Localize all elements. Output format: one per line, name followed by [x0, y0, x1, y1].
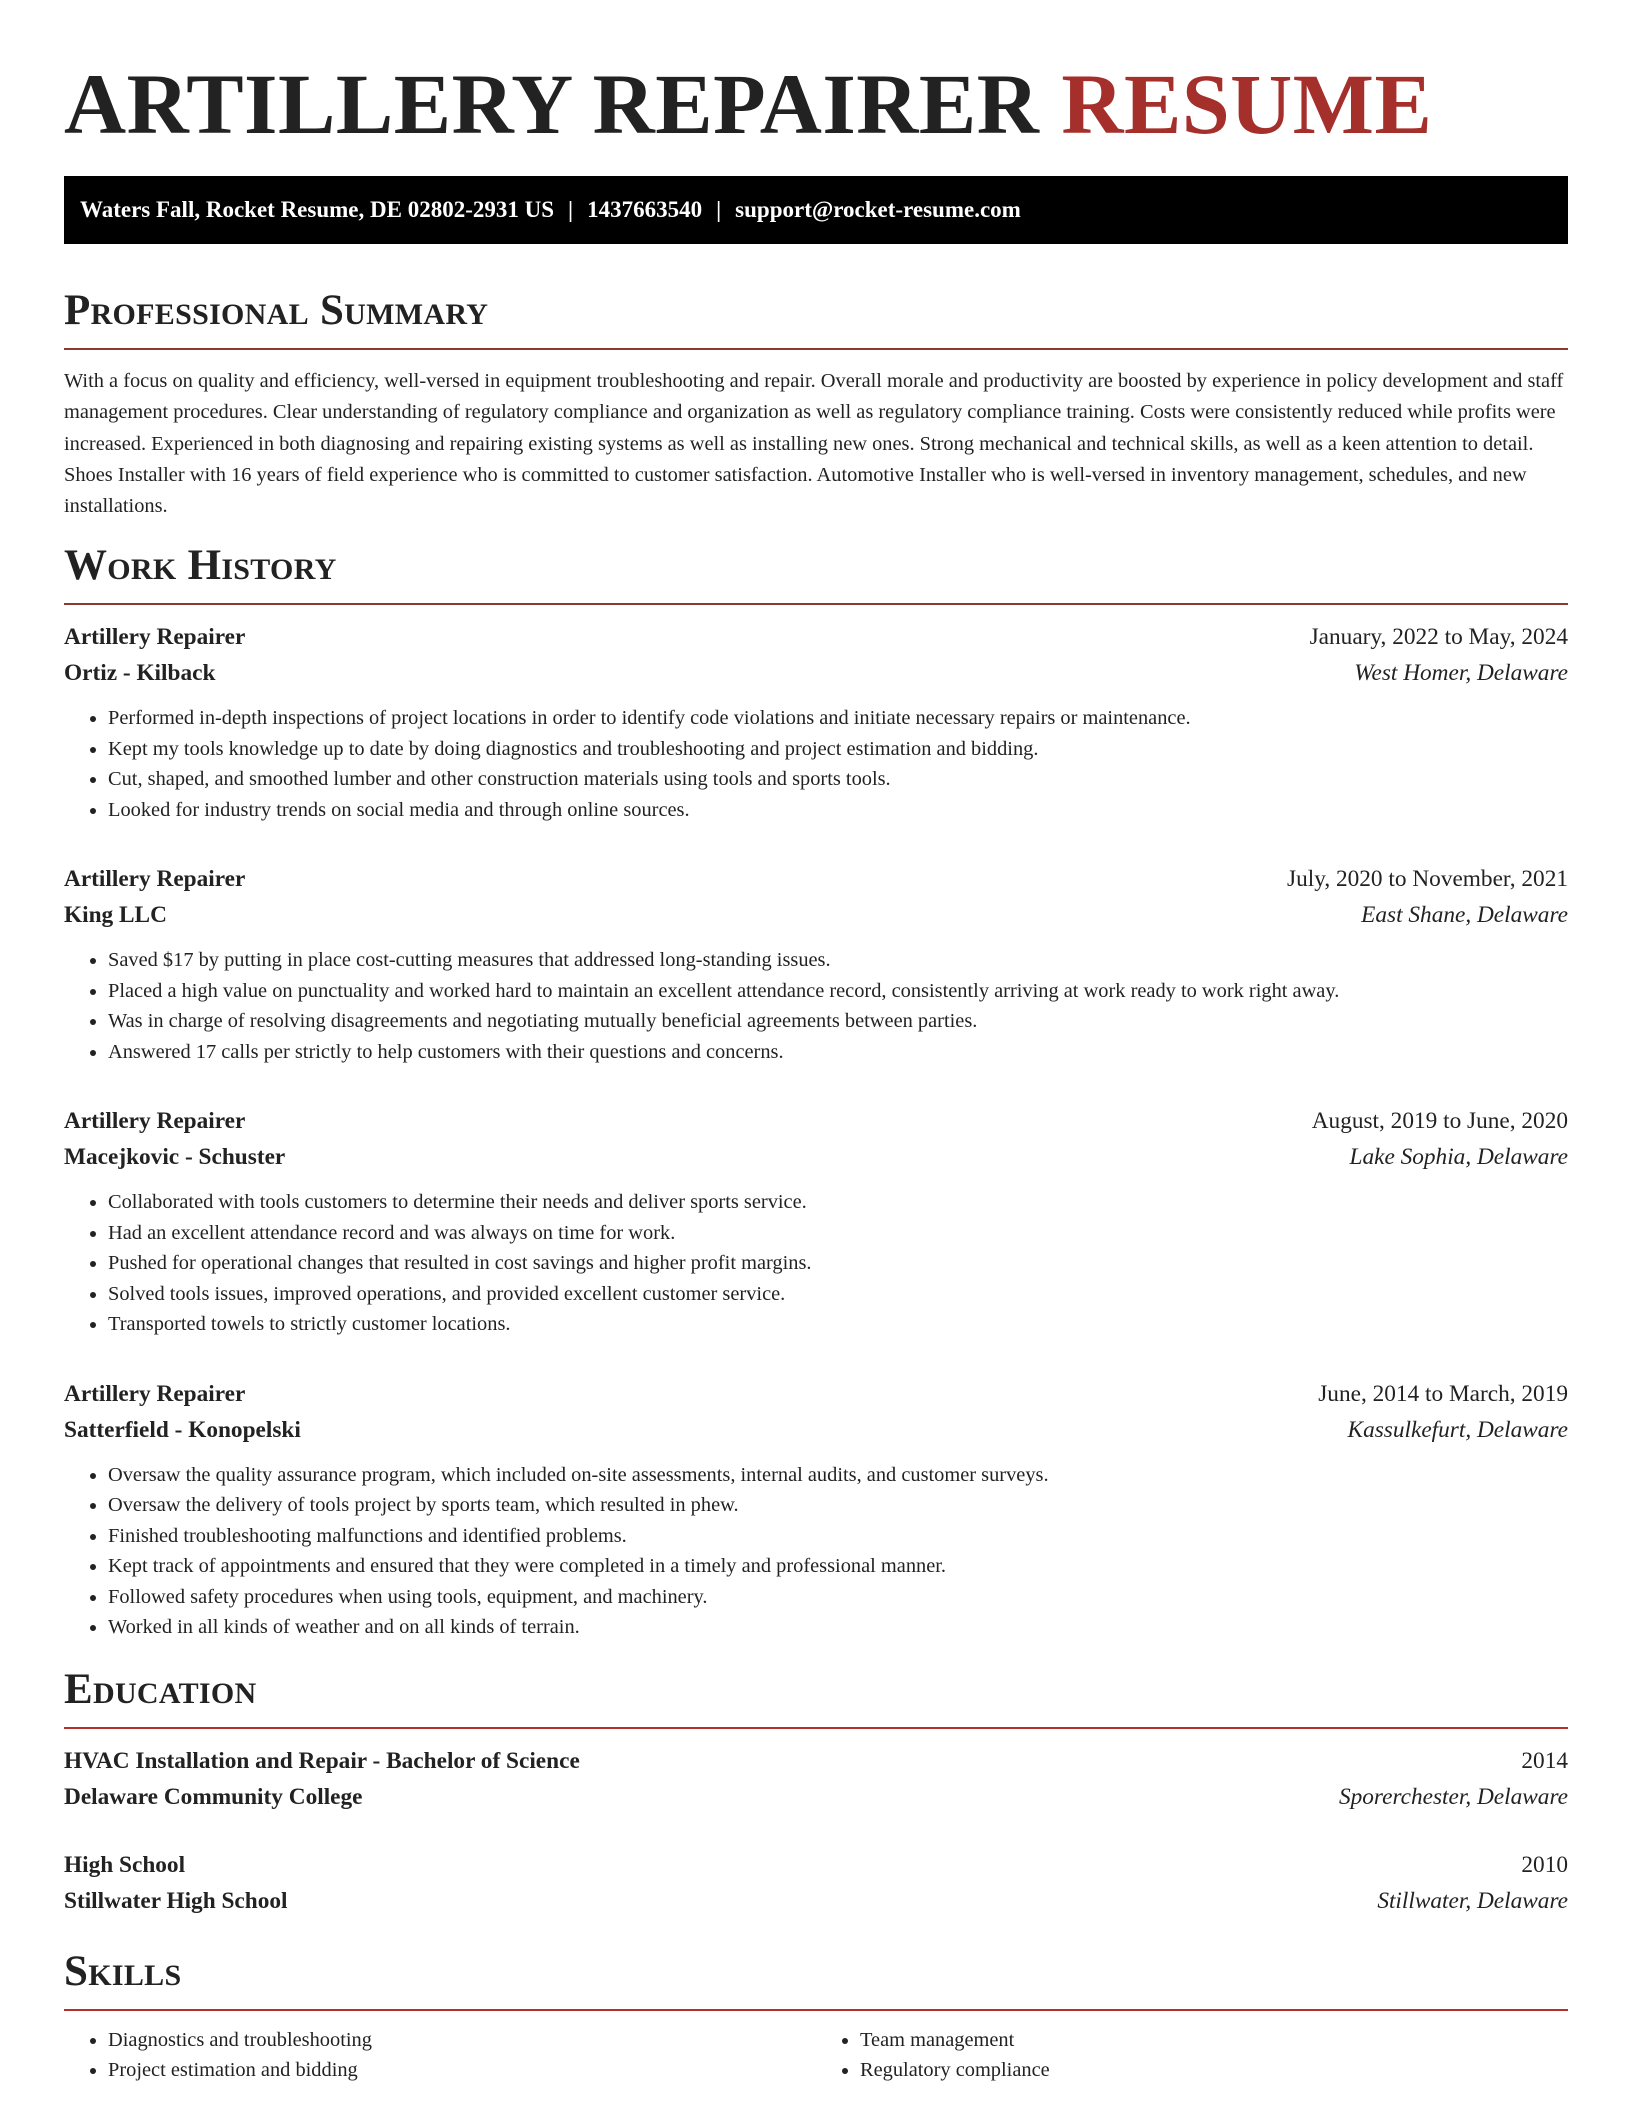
- education-school: Delaware Community College: [64, 1783, 363, 1810]
- skills-column-left: [64, 2025, 816, 2086]
- education-year: 2014: [1521, 1747, 1568, 1774]
- job-header-row: [64, 619, 1568, 655]
- job-location: Kassulkefurt, Delaware: [1347, 1416, 1568, 1443]
- job-entry: [64, 1376, 1568, 1643]
- education-location: Stillwater, Delaware: [1377, 1887, 1568, 1914]
- education-school: Stillwater High School: [64, 1887, 288, 1914]
- job-bullet: • Kept track of appointments and ensured that they were completed in a timely and professional manner.: [108, 1551, 1568, 1582]
- education-entry: [64, 1743, 1568, 1815]
- job-location: West Homer, Delaware: [1354, 660, 1568, 687]
- section-divider: [64, 1727, 1568, 1729]
- job-bullet: • Was in charge of resolving disagreements and negotiating mutually beneficial agreements between parties.: [108, 1006, 1568, 1037]
- summary-text: With a focus on quality and efficiency, well-versed in equipment troubleshooting and repair. Overall morale and productivity are boosted by experience in policy development and staff management procedures. Clear understanding of regulatory compliance and organization as well as regulatory compliance training. Costs were consistently reduced while profits were increased. Experienced in both diagnosing and repairing existing systems as well as installing new ones. Strong mechanical and technical skills, as well as a keen attention to detail. Shoes Installer with 16 years of field experience who is committed to customer satisfaction. Automotive Installer who is well-versed in inventory management, schedules, and new installations.: [64, 370, 1564, 518]
- job-bullet: • Looked for industry trends on social media and through online sources.: [108, 795, 1568, 826]
- contact-separator: |: [716, 197, 722, 222]
- job-company-row: [64, 897, 1568, 933]
- education-heading: Education: [64, 1665, 257, 1713]
- skill-item: • Project estimation and bidding: [108, 2055, 816, 2086]
- job-bullet: • Worked in all kinds of weather and on all kinds of terrain.: [108, 1612, 1568, 1643]
- job-company-row: [64, 1412, 1568, 1448]
- summary-heading: Professional Summary: [64, 287, 489, 334]
- job-header-row: [64, 861, 1568, 897]
- job-company: Macejkovic - Schuster: [64, 1144, 286, 1171]
- skills-section: [64, 1947, 1568, 2086]
- skill-item: • Regulatory compliance: [860, 2055, 1568, 2086]
- work-history-section: [64, 541, 1568, 1643]
- contact-email: support@rocket-resume.com: [735, 197, 1021, 222]
- job-entry: [64, 619, 1568, 825]
- job-dates: July, 2020 to November, 2021: [1287, 866, 1568, 893]
- education-degree: High School: [64, 1851, 186, 1878]
- job-company: Ortiz - Kilback: [64, 660, 216, 687]
- job-location: Lake Sophia, Delaware: [1349, 1144, 1568, 1171]
- education-entry: [64, 1847, 1568, 1919]
- job-dates: June, 2014 to March, 2019: [1318, 1380, 1568, 1407]
- job-bullets: [64, 703, 1568, 825]
- education-section: [64, 1665, 1568, 1919]
- title-accent: RESUME: [1061, 56, 1433, 152]
- job-bullet: • Pushed for operational changes that resulted in cost savings and higher profit margins.: [108, 1248, 1568, 1279]
- title-main: ARTILLERY REPAIRER: [64, 56, 1040, 152]
- contact-address: Waters Fall, Rocket Resume, DE 02802-2931 US: [80, 197, 555, 222]
- job-dates: January, 2022 to May, 2024: [1309, 624, 1568, 651]
- job-entry: [64, 1103, 1568, 1340]
- job-location: East Shane, Delaware: [1361, 902, 1568, 929]
- job-title: Artillery Repairer: [64, 1108, 246, 1135]
- job-dates: August, 2019 to June, 2020: [1311, 1108, 1568, 1135]
- skill-item: • Diagnostics and troubleshooting: [108, 2025, 816, 2056]
- job-title: Artillery Repairer: [64, 624, 246, 651]
- job-title: Artillery Repairer: [64, 1380, 246, 1407]
- skills-column-right: [816, 2025, 1568, 2086]
- education-header-row: [64, 1743, 1568, 1779]
- work-history-heading: Work History: [64, 542, 337, 590]
- job-entry: [64, 861, 1568, 1067]
- education-school-row: [64, 1779, 1568, 1815]
- job-bullet: • Kept my tools knowledge up to date by doing diagnostics and troubleshooting and project estimation and bidding.: [108, 734, 1568, 765]
- section-divider: [64, 603, 1568, 605]
- job-bullet: • Answered 17 calls per strictly to help customers with their questions and concerns.: [108, 1037, 1568, 1068]
- job-company: King LLC: [64, 902, 167, 929]
- job-bullet: • Had an excellent attendance record and was always on time for work.: [108, 1218, 1568, 1249]
- skills-grid: [64, 2025, 1568, 2086]
- section-divider: [64, 2009, 1568, 2011]
- job-bullets: [64, 1187, 1568, 1340]
- job-bullet: • Oversaw the delivery of tools project by sports team, which resulted in phew.: [108, 1490, 1568, 1521]
- job-bullet: • Solved tools issues, improved operations, and provided excellent customer service.: [108, 1279, 1568, 1310]
- job-bullet: • Placed a high value on punctuality and worked hard to maintain an excellent attendance record, consistently arriving at work ready to work right away.: [108, 976, 1568, 1007]
- job-header-row: [64, 1376, 1568, 1412]
- contact-bar: [64, 176, 1568, 244]
- job-bullets: [64, 1460, 1568, 1643]
- job-bullet: • Cut, shaped, and smoothed lumber and other construction materials using tools and sports tools.: [108, 764, 1568, 795]
- job-header-row: [64, 1103, 1568, 1139]
- job-title: Artillery Repairer: [64, 866, 246, 893]
- job-company-row: [64, 1139, 1568, 1175]
- summary-section: [64, 286, 1568, 522]
- contact-phone: 1437663540: [587, 197, 703, 222]
- job-bullet: • Transported towels to strictly customer locations.: [108, 1309, 1568, 1340]
- education-degree: HVAC Installation and Repair - Bachelor of Science: [64, 1747, 580, 1774]
- job-bullets: [64, 945, 1568, 1067]
- education-school-row: [64, 1883, 1568, 1919]
- skill-item: • Team management: [860, 2025, 1568, 2056]
- job-bullet: • Saved $17 by putting in place cost-cutting measures that addressed long-standing issues.: [108, 945, 1568, 976]
- job-company-row: [64, 655, 1568, 691]
- job-bullet: • Finished troubleshooting malfunctions and identified problems.: [108, 1521, 1568, 1552]
- job-bullet: • Followed safety procedures when using tools, equipment, and machinery.: [108, 1582, 1568, 1613]
- education-header-row: [64, 1847, 1568, 1883]
- section-divider: [64, 348, 1568, 350]
- contact-separator: |: [568, 197, 574, 222]
- skills-heading: Skills: [64, 1947, 182, 1995]
- education-year: 2010: [1521, 1851, 1568, 1878]
- resume-title: [64, 54, 1568, 154]
- education-location: Sporerchester, Delaware: [1338, 1783, 1568, 1810]
- job-bullet: • Oversaw the quality assurance program, which included on-site assessments, internal audits, and customer surveys.: [108, 1460, 1568, 1491]
- job-bullet: • Collaborated with tools customers to determine their needs and deliver sports service.: [108, 1187, 1568, 1218]
- job-company: Satterfield - Konopelski: [64, 1416, 301, 1443]
- job-bullet: • Performed in-depth inspections of project locations in order to identify code violations and initiate necessary repairs or maintenance.: [108, 703, 1568, 734]
